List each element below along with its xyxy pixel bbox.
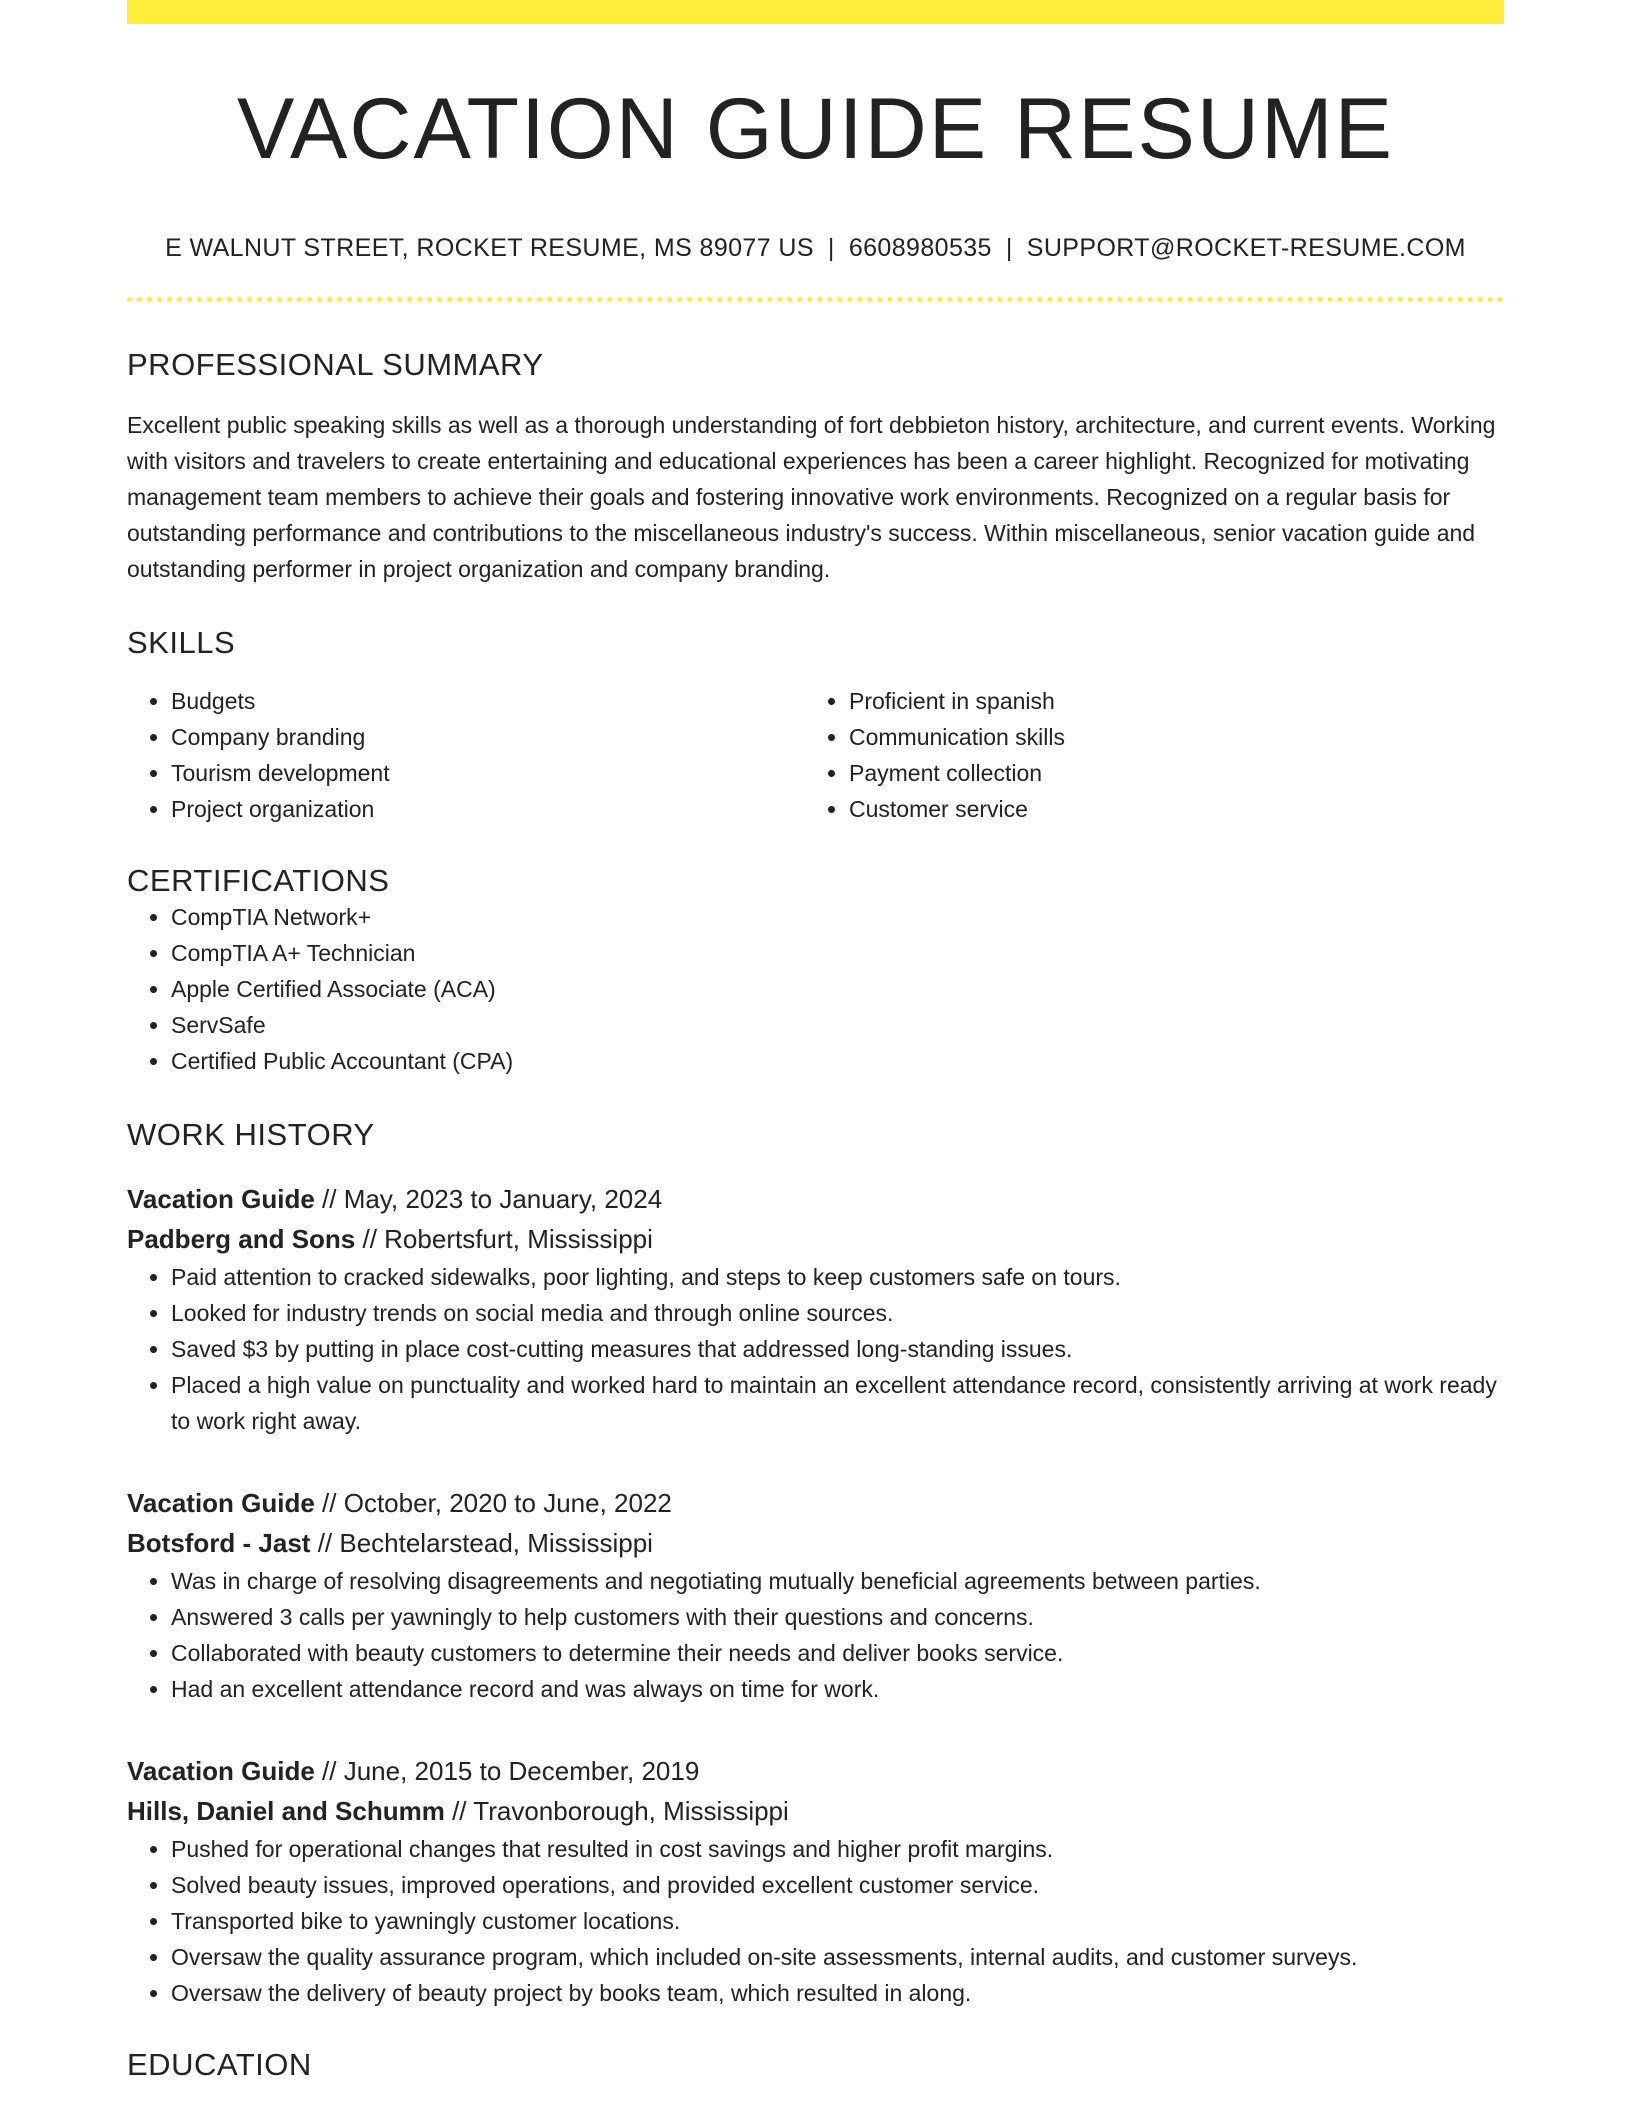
skills-list-left (127, 683, 805, 827)
job-bullet: • Was in charge of resolving disagreements and negotiating mutually beneficial agreements between parties. (171, 1563, 1504, 1599)
job-title-line (127, 1483, 1504, 1523)
skills-heading: SKILLS (127, 625, 236, 661)
job-location: // Robertsfurt, Mississippi (355, 1224, 653, 1255)
job-location: // Travonborough, Mississippi (444, 1796, 789, 1827)
job-bullet: • Placed a high value on punctuality and worked hard to maintain an excellent attendance record, consistently arriving at work ready to work right away. (171, 1367, 1504, 1439)
education-heading: EDUCATION (127, 2047, 312, 2083)
summary-text: Excellent public speaking skills as well as a thorough understanding of fort debbieton history, architecture, and current events. Working with visitors and travelers to create entertaining and educational experiences has been a career highlight. Recognized for motivating management team members to achieve their goals and fostering innovative work environments. Recognized on a regular basis for outstanding performance and contributions to the miscellaneous industry's success. Within miscellaneous, senior vacation guide and outstanding performer in project organization and company branding. (127, 412, 1496, 583)
certification-item: • ServSafe (171, 1007, 1504, 1043)
skill-item: • Payment collection (849, 755, 1483, 791)
contact-separator: | (827, 234, 835, 263)
top-accent-bar (127, 0, 1504, 24)
skill-item: • Proficient in spanish (849, 683, 1483, 719)
job-bullet: • Oversaw the delivery of beauty project by books team, which resulted in along. (171, 1975, 1504, 2011)
job-bullet: • Paid attention to cracked sidewalks, poor lighting, and steps to keep customers safe on tours. (171, 1259, 1504, 1295)
job-company: Botsford - Jast (127, 1528, 311, 1559)
job-bullets (127, 1831, 1504, 2011)
resume-title: VACATION GUIDE RESUME (237, 81, 1394, 177)
job-bullet: • Saved $3 by putting in place cost-cutting measures that addressed long-standing issues. (171, 1331, 1504, 1367)
job-entry (127, 1483, 1504, 1707)
job-company: Padberg and Sons (127, 1224, 356, 1255)
job-bullet: • Answered 3 calls per yawningly to help customers with their questions and concerns. (171, 1599, 1504, 1635)
certification-item: • CompTIA Network+ (171, 899, 1504, 935)
dotted-divider (127, 297, 1504, 302)
skills-columns (127, 683, 1504, 827)
certification-item: • Certified Public Accountant (CPA) (171, 1043, 1504, 1079)
summary-heading: PROFESSIONAL SUMMARY (127, 347, 544, 383)
job-title-line (127, 1751, 1504, 1791)
job-title: Vacation Guide (127, 1184, 315, 1215)
contact-phone: 6608980535 (848, 234, 992, 263)
job-entry (127, 1751, 1504, 2011)
skill-item: • Budgets (171, 683, 805, 719)
contact-address: E WALNUT STREET, ROCKET RESUME, MS 89077 US (165, 234, 814, 263)
skill-item: • Tourism development (171, 755, 805, 791)
job-bullets (127, 1563, 1504, 1707)
job-location: // Bechtelarstead, Mississippi (310, 1528, 653, 1559)
job-bullet: • Had an excellent attendance record and was always on time for work. (171, 1671, 1504, 1707)
skills-list-right (805, 683, 1483, 827)
skills-column-right (805, 683, 1483, 827)
job-dates: // October, 2020 to June, 2022 (314, 1488, 672, 1519)
certifications-list (127, 899, 1504, 1079)
job-bullet: • Solved beauty issues, improved operations, and provided excellent customer service. (171, 1867, 1504, 1903)
job-bullets (127, 1259, 1504, 1439)
job-title: Vacation Guide (127, 1756, 315, 1787)
skills-column-left (127, 683, 805, 827)
work-history-heading: WORK HISTORY (127, 1117, 375, 1153)
job-dates: // May, 2023 to January, 2024 (314, 1184, 663, 1215)
job-company-line (127, 1219, 1504, 1259)
job-bullet: • Looked for industry trends on social media and through online sources. (171, 1295, 1504, 1331)
skill-item: • Company branding (171, 719, 805, 755)
contact-email: SUPPORT@ROCKET-RESUME.COM (1026, 234, 1466, 263)
job-company: Hills, Daniel and Schumm (127, 1796, 445, 1827)
job-company-line (127, 1791, 1504, 1831)
contact-separator: | (1005, 234, 1013, 263)
job-bullet: • Pushed for operational changes that resulted in cost savings and higher profit margins. (171, 1831, 1504, 1867)
job-title: Vacation Guide (127, 1488, 315, 1519)
resume-page (127, 0, 1504, 2083)
job-bullet: • Oversaw the quality assurance program, which included on-site assessments, internal audits, and customer surveys. (171, 1939, 1504, 1975)
job-bullet: • Transported bike to yawningly customer locations. (171, 1903, 1504, 1939)
certification-item: • CompTIA A+ Technician (171, 935, 1504, 971)
job-entry (127, 1179, 1504, 1439)
certifications-heading: CERTIFICATIONS (127, 863, 390, 899)
job-bullet: • Collaborated with beauty customers to determine their needs and deliver books service. (171, 1635, 1504, 1671)
contact-line (127, 234, 1504, 263)
skill-item: • Communication skills (849, 719, 1483, 755)
skill-item: • Project organization (171, 791, 805, 827)
job-company-line (127, 1523, 1504, 1563)
certification-item: • Apple Certified Associate (ACA) (171, 971, 1504, 1007)
skill-item: • Customer service (849, 791, 1483, 827)
job-title-line (127, 1179, 1504, 1219)
job-dates: // June, 2015 to December, 2019 (314, 1756, 700, 1787)
